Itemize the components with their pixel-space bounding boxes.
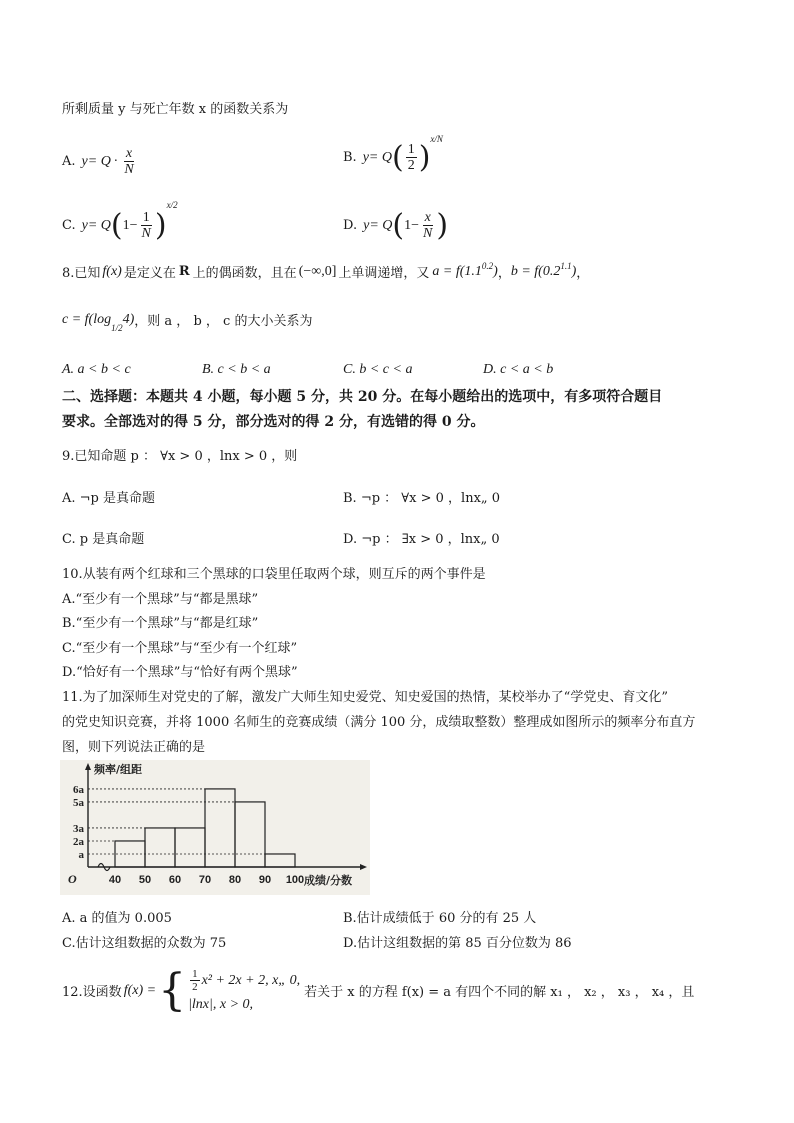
fraction (421, 210, 434, 242)
y-tick-label: 6a (73, 783, 84, 796)
math: = Q (87, 153, 111, 169)
case-2: |lnx|, x > 0, (188, 997, 254, 1013)
numerator: 1 (192, 968, 198, 980)
q7-option-c (62, 200, 178, 243)
paren: ( (392, 208, 405, 243)
text: 是定义在 (123, 266, 176, 281)
case-1 (188, 968, 300, 993)
log-base: 1/2 (111, 322, 123, 333)
math: f(x) = (123, 982, 157, 998)
q10-option-b: B.“至少有一个黑球”与“都是红球” (62, 616, 259, 631)
text: ，则 a ， b ， c 的大小关系为 (134, 314, 313, 329)
option-label: D. (343, 218, 358, 233)
origin-label: O (68, 872, 77, 886)
q8-stem-line1 (62, 262, 589, 281)
q12-tail: 若关于 x 的方程 f(x) = a 有四个不同的解 x₁ ， x₂ ， x₃ ， x₄ ，且 (304, 985, 695, 1001)
x-tick-label: 60 (168, 874, 182, 886)
math: y (81, 217, 88, 233)
q9-option-c: C. p 是真命题 (62, 532, 145, 547)
denominator: N (124, 162, 134, 178)
math: = Q (369, 217, 393, 233)
fraction (122, 146, 135, 178)
x-tick-label: 100 (285, 874, 305, 886)
paren: ( (110, 208, 123, 243)
denominator: 2 (407, 158, 415, 173)
frequency-histogram (60, 760, 370, 895)
fraction (190, 968, 200, 993)
math: y (362, 149, 369, 165)
intro-line: 所剩质量 y 与死亡年数 x 的函数关系为 (62, 102, 289, 117)
paren: ) (418, 140, 431, 175)
y-tick-label: a (78, 848, 84, 861)
x-tick-label: 40 (108, 874, 122, 886)
y-tick-label: 2a (73, 835, 84, 848)
exponent: 0.2 (481, 260, 494, 271)
math: · (113, 153, 118, 169)
x-tick-label: 80 (228, 874, 242, 886)
denominator: N (141, 226, 151, 241)
math: c = f(log (62, 311, 112, 327)
q11-option-c: C.估计这组数据的众数为 75 (62, 936, 227, 951)
fraction (406, 142, 417, 174)
q7-option-b (343, 134, 443, 175)
x-tick-label: 70 (198, 874, 212, 886)
math: R (178, 264, 190, 279)
x-tick-label: 90 (258, 874, 272, 886)
text: ， (497, 266, 511, 281)
paren: ) (436, 208, 449, 243)
q9-option-b: B. ¬p ： ∀x > 0 ，lnx„ 0 (343, 491, 501, 506)
q9-option-d: D. ¬p ： ∃x > 0 ，lnx„ 0 (343, 532, 500, 547)
option-label: C. (62, 218, 76, 233)
math: y (363, 217, 370, 233)
numerator: x (424, 209, 431, 225)
y-tick-label: 5a (73, 796, 84, 809)
q7-option-d (343, 208, 448, 243)
piecewise-cases (188, 968, 300, 1013)
paren: ) (154, 208, 167, 243)
math: 1− (122, 217, 138, 233)
math: = Q (368, 149, 392, 165)
math: y (81, 153, 88, 169)
numerator: 1 (407, 141, 415, 157)
fraction (140, 210, 153, 242)
q10-stem: 10.从装有两个红球和三个黑球的口袋里任取两个球，则互斥的两个事件是 (62, 567, 486, 582)
exponent: 1.1 (560, 260, 572, 271)
q11-stem-line1: 11.为了加深师生对党史的了解，激发广大师生知史爱党、知史爱国的热情，某校举办了“学党史、育文化” (62, 690, 668, 705)
denominator: N (423, 226, 433, 241)
exponent: x/2 (166, 200, 178, 210)
math: x² + 2x + 2, x„ 0, (201, 972, 301, 988)
text: 上单调递增，又 (338, 266, 430, 281)
denominator: 2 (192, 981, 198, 994)
math: (−∞,0] (298, 263, 337, 279)
q11-stem-line3: 图，则下列说法正确的是 (62, 740, 206, 755)
text: 上的偶函数，且在 (192, 266, 297, 281)
section2-line2: 要求。全部选对的得 5 分，部分选对的得 2 分，有选错的得 0 分。 (62, 414, 485, 430)
math: 1− (404, 217, 419, 233)
math: b = f(0.2 (510, 263, 561, 279)
math: ) (571, 263, 577, 279)
numerator: 1 (142, 209, 150, 225)
y-tick-label: 3a (73, 822, 84, 835)
q11-option-a: A. a 的值为 0.005 (62, 911, 172, 926)
q11-option-b: B.估计成绩低于 60 分的有 25 人 (343, 911, 537, 926)
math: ) (493, 263, 498, 279)
q12-stem (62, 964, 695, 1016)
q8-option-b: B. c < b < a (202, 362, 271, 377)
q8-prefix: 8.已知 (62, 266, 101, 281)
x-axis-label: 成绩/分数 (304, 874, 353, 887)
section2-line1: 二、选择题：本题共 4 小题，每小题 5 分，共 20 分。在每小题给出的选项中，有多项符合题目 (62, 389, 663, 405)
q10-option-c: C.“至少有一个黑球”与“至少有一个红球” (62, 641, 298, 656)
exponent: x/N (430, 134, 443, 144)
q11-option-d: D.估计这组数据的第 85 百分位数为 86 (343, 936, 572, 951)
q10-option-d: D.“恰好有一个黑球”与“恰好有两个黑球” (62, 665, 298, 680)
x-tick-label: 50 (138, 874, 152, 886)
q8-option-c: C. b < c < a (343, 362, 413, 377)
q10-option-a: A.“至少有一个黑球”与“都是黑球” (62, 592, 259, 607)
q12-prefix: 12.设函数 (62, 985, 122, 1001)
q9-option-a: A. ¬p 是真命题 (62, 491, 155, 506)
math: = Q (87, 217, 111, 233)
option-label: B. (343, 150, 357, 165)
q8-stem-line2 (62, 310, 313, 333)
math: f(x) (102, 263, 122, 279)
math: a = f(1.1 (432, 263, 482, 279)
q11-stem-line2: 的党史知识竞赛，并将 1000 名师生的竞赛成绩（满分 100 分，成绩取整数）整理成如图所示的频率分布直方 (62, 715, 696, 730)
q7-option-a (62, 146, 138, 178)
numerator: x (125, 146, 133, 161)
math: 4) (122, 311, 135, 327)
brace: { (158, 964, 187, 1016)
option-label: A. (62, 154, 76, 170)
q8-option-d: D. c < a < b (483, 362, 554, 377)
q8-option-a: A. a < b < c (62, 362, 131, 377)
text: ， (576, 266, 590, 281)
paren: ( (391, 140, 404, 175)
y-axis-label: 频率/组距 (94, 763, 143, 776)
q9-stem: 9.已知命题 p ： ∀x > 0 ，lnx > 0 ，则 (62, 449, 298, 464)
